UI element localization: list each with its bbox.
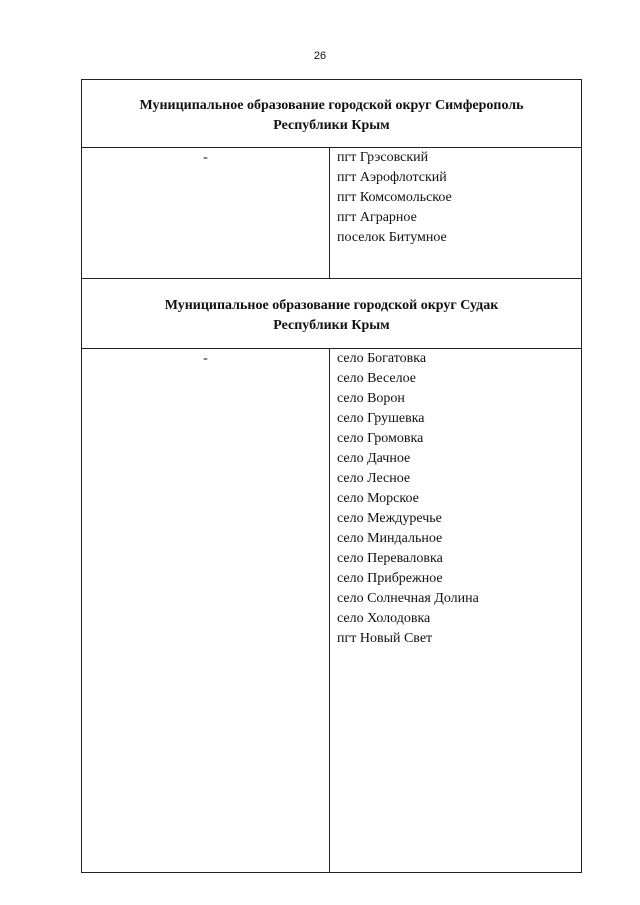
dash-value: - [203, 351, 208, 366]
section-title-line2: Республики Крым [273, 318, 390, 333]
left-cell [82, 349, 330, 872]
list-item: пгт Комсомольское [337, 190, 452, 205]
list-item: село Веселое [337, 371, 416, 386]
list-item: село Громовка [337, 431, 424, 446]
list-item: пгт Новый Свет [337, 631, 433, 646]
list-item: село Лесное [337, 471, 411, 486]
dash-value: - [203, 150, 208, 165]
list-item: пгт Аграрное [337, 210, 417, 225]
list-item: село Грушевка [337, 411, 425, 426]
section-title-line2: Республики Крым [273, 118, 390, 133]
section-header-simferopol [82, 80, 581, 148]
list-item: село Солнечная Долина [337, 591, 479, 606]
list-item: пгт Аэрофлотский [337, 170, 447, 185]
list-item: село Миндальное [337, 531, 443, 546]
list-item: пгт Грэсовский [337, 150, 429, 165]
list-item: село Богатовка [337, 351, 427, 366]
list-item: село Переваловка [337, 551, 443, 566]
section-header-sudak [82, 279, 581, 349]
settlements-table [81, 79, 582, 873]
section-row-simferopol [82, 148, 581, 279]
settlements-list [337, 148, 577, 278]
section-title-line1: Муниципальное образование городской округ Судак [164, 298, 499, 313]
list-item: село Прибрежное [337, 571, 443, 586]
section-row-sudak [82, 349, 581, 872]
list-item: село Морское [337, 491, 419, 506]
list-item: село Междуречье [337, 511, 442, 526]
settlements-list [337, 349, 577, 872]
left-cell [82, 148, 330, 278]
section-title-line1: Муниципальное образование городской округ Симферополь [139, 98, 524, 113]
list-item: поселок Битумное [337, 230, 447, 245]
list-item: село Холодовка [337, 611, 431, 626]
list-item: село Дачное [337, 451, 411, 466]
page-number: 26 [313, 50, 327, 62]
list-item: село Ворон [337, 391, 405, 406]
